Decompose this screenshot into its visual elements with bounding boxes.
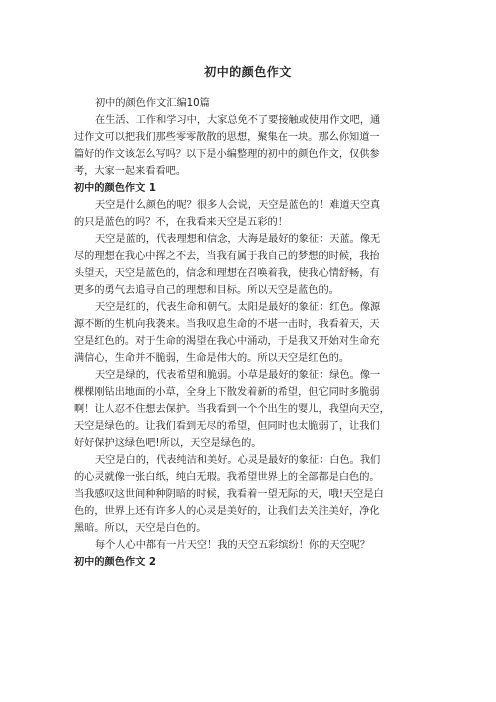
text-line: 天空是绿色的。让我们看到无尽的希望，但同时也太脆弱了，让我们 <box>74 421 380 432</box>
text-line: 黑暗。所以，天空是白色的。 <box>74 523 207 534</box>
text-line: 天空是绿的，代表希望和脆弱。小草是最好的象征：绿色。像一 <box>95 370 381 381</box>
text-line: 源不断的生机向我袭来。当我叹息生命的不堪一击时，我看着天，天 <box>74 319 380 330</box>
text-line: 篇好的作文该怎么写吗？以下是小编整理的初中的颜色作文，仅供参 <box>74 149 380 160</box>
text-line: 初中的颜色作文汇编10篇 <box>95 98 210 109</box>
text-line: 考，大家一起来看看吧。 <box>74 166 187 177</box>
text-line: 天空是红的，代表生命和朝气。太阳是最好的象征：红色。像源 <box>95 302 381 313</box>
text-line: 每个人心中都有一片天空！我的天空五彩缤纷！你的天空呢？ <box>95 540 371 551</box>
text-line: 天空是白的，代表纯洁和美好。心灵是最好的象征：白色。我们 <box>95 455 381 466</box>
text-line: 满信心，生命并不脆弱，生命是伟大的。所以天空是红色的。 <box>74 353 350 364</box>
text-line: 空是红色的。对于生命的渴望在我心中涌动，于是我又开始对生命充 <box>74 336 380 347</box>
text-line: 更多的勇气去追寻自己的理想和目标。所以天空是蓝色的。 <box>74 285 339 296</box>
text-line: 天空是蓝的，代表理想和信念，大海是最好的象征：天蓝。像无 <box>95 234 381 245</box>
text-line: 过作文可以把我们那些零零散散的思想，聚集在一块。那么你知道一 <box>74 132 380 143</box>
text-line: 头望天，天空是蓝色的，信念和理想在召唤着我，使我心情舒畅，有 <box>74 268 380 279</box>
document-body <box>74 95 430 571</box>
text-line: 在生活、工作和学习中，大家总免不了要接触或使用作文吧，通 <box>95 115 381 126</box>
section-heading: 初中的颜色作文 2 <box>74 557 156 568</box>
text-line: 的只是蓝色的吗？不，在我看来天空是五彩的！ <box>74 217 288 228</box>
text-line: 色的，世界上还有许多人的心灵是美好的，让我们去关注美好，净化 <box>74 506 380 517</box>
text-line: 好好保护这绿色吧!所以，天空是绿色的。 <box>74 438 262 449</box>
text-line: 啊！让人忍不住想去保护。当我看到一个个出生的婴儿，我望向天空， <box>74 404 390 415</box>
text-line: 天空是什么颜色的呢？很多人会说，天空是蓝色的！难道天空真 <box>95 200 381 211</box>
text-line: 尽的理想在我心中挥之不去，当我有属于我自己的梦想的时候，我抬 <box>74 251 380 262</box>
section-heading: 初中的颜色作文 1 <box>74 183 156 194</box>
text-line: 棵棵刚钻出地面的小草，全身上下散发着新的希望，但它同时多脆弱 <box>74 387 380 398</box>
text-line: 的心灵就像一张白纸，纯白无瑕。我希望世界上的全部都是白色的。 <box>74 472 380 483</box>
document-title: 初中的颜色作文 <box>204 65 292 79</box>
text-line: 当我感叹这世间种种阴暗的时候，我看着一望无际的天，哦!天空是白 <box>74 489 384 500</box>
